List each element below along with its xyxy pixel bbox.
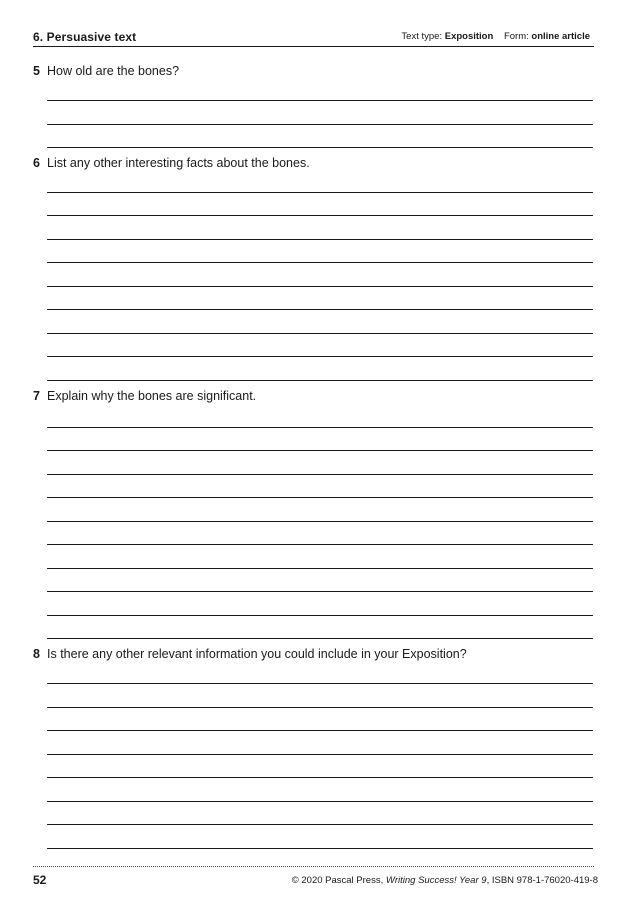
answer-line[interactable] bbox=[47, 450, 593, 451]
answer-line[interactable] bbox=[47, 309, 593, 310]
answer-line[interactable] bbox=[47, 638, 593, 639]
answer-line[interactable] bbox=[47, 427, 593, 428]
form-label: Form: bbox=[503, 31, 529, 42]
answer-line[interactable] bbox=[47, 286, 593, 287]
text-type-value: Exposition bbox=[444, 31, 494, 42]
question-8 bbox=[33, 647, 467, 661]
answer-line[interactable] bbox=[47, 801, 593, 802]
header-divider bbox=[33, 46, 594, 47]
answer-line[interactable] bbox=[47, 124, 593, 125]
answer-line[interactable] bbox=[47, 474, 593, 475]
answer-line[interactable] bbox=[47, 192, 593, 193]
question-6 bbox=[33, 156, 310, 170]
answer-line[interactable] bbox=[47, 380, 593, 381]
answer-line[interactable] bbox=[47, 356, 593, 357]
book-title: Writing Success! Year 9 bbox=[385, 875, 487, 886]
question-number: 7 bbox=[33, 389, 40, 403]
answer-line[interactable] bbox=[47, 544, 593, 545]
answer-line[interactable] bbox=[47, 333, 593, 334]
text-type-meta bbox=[401, 31, 590, 42]
page-header bbox=[33, 28, 594, 44]
footer-divider bbox=[33, 866, 594, 867]
form-value: online article bbox=[531, 31, 590, 42]
answer-line[interactable] bbox=[47, 262, 593, 263]
question-text: Explain why the bones are significant. bbox=[47, 389, 257, 403]
answer-line[interactable] bbox=[47, 730, 593, 731]
answer-line[interactable] bbox=[47, 777, 593, 778]
answer-line[interactable] bbox=[47, 683, 593, 684]
copyright-prefix: © 2020 Pascal Press, bbox=[291, 875, 384, 886]
question-number: 5 bbox=[33, 64, 40, 78]
question-text: Is there any other relevant information you could include in your Exposition? bbox=[47, 647, 467, 661]
copyright-notice bbox=[292, 875, 598, 886]
answer-line[interactable] bbox=[47, 521, 593, 522]
answer-line[interactable] bbox=[47, 754, 593, 755]
section-number: 6. bbox=[33, 30, 44, 44]
answer-line[interactable] bbox=[47, 239, 593, 240]
answer-line[interactable] bbox=[47, 824, 593, 825]
question-7 bbox=[33, 389, 256, 403]
answer-line[interactable] bbox=[47, 707, 593, 708]
text-type-label: Text type: bbox=[401, 31, 443, 42]
section-title bbox=[33, 30, 136, 44]
answer-line[interactable] bbox=[47, 591, 593, 592]
section-title-text: Persuasive text bbox=[46, 30, 137, 44]
question-number: 6 bbox=[33, 156, 40, 170]
answer-line[interactable] bbox=[47, 568, 593, 569]
answer-line[interactable] bbox=[47, 497, 593, 498]
question-text: List any other interesting facts about the bones. bbox=[47, 156, 310, 170]
answer-line[interactable] bbox=[47, 147, 593, 148]
question-5 bbox=[33, 64, 179, 78]
question-number: 8 bbox=[33, 647, 40, 661]
page-number: 52 bbox=[33, 873, 47, 887]
answer-line[interactable] bbox=[47, 100, 593, 101]
answer-line[interactable] bbox=[47, 848, 593, 849]
question-text: How old are the bones? bbox=[47, 64, 180, 78]
answer-line[interactable] bbox=[47, 615, 593, 616]
isbn: , ISBN 978-1-76020-419-8 bbox=[486, 875, 598, 886]
answer-line[interactable] bbox=[47, 215, 593, 216]
